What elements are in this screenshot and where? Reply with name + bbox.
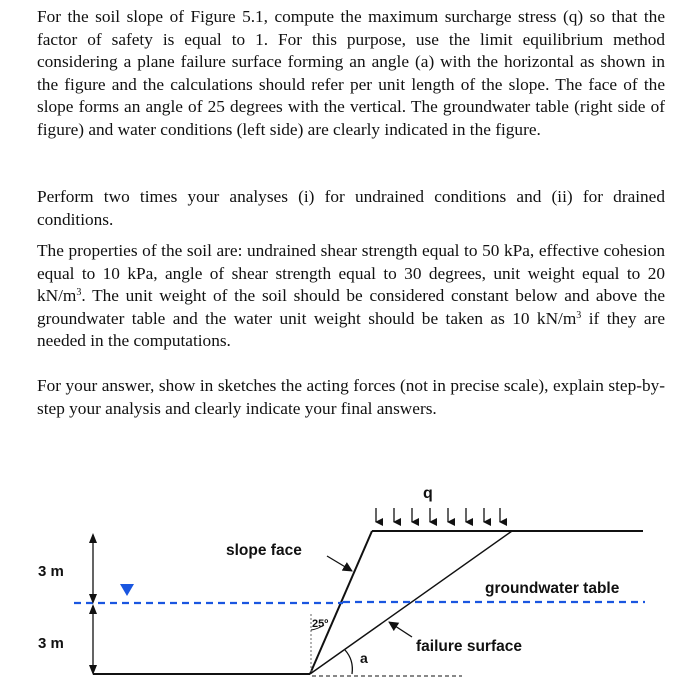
dimension-label-top: 3 m [38, 563, 64, 580]
computation-note-text: if they are needed in the computations. [37, 308, 665, 351]
dimension-label-bottom: 3 m [38, 635, 64, 652]
slope-face-pointer [327, 556, 352, 571]
superscript-cubed: 3 [76, 287, 82, 299]
problem-paragraph-1: For the soil slope of Figure 5.1, compute the maximum surcharge stress (q) so that the factor of safety is equal to 1. For this purpose, use the limit equilibrium method considering a plane failure surface forming an angle (a) with the horizontal as shown in the figure and the calculations should refer per unit length of the slope. The face of the slope forms an angle of 25 degrees with the vertical. The groundwater table (right side of figure) and water conditions (left side) are clearly indicated in the figure. [37, 7, 665, 139]
unit-weight-text: . The unit weight of the soil should be considered constant below and above the groundwater table and the water unit weight should be taken as 10 kN/m [37, 286, 665, 328]
failure-surface-label: failure surface [416, 638, 522, 655]
superscript-cubed-2: 3 [576, 309, 582, 321]
angle-25-label: 25º [312, 618, 329, 630]
failure-surface-pointer [389, 622, 412, 637]
problem-paragraph-2: Perform two times your analyses (i) for undrained conditions and (ii) for drained conditions. [37, 187, 665, 229]
angle-a-label: a [360, 650, 368, 666]
surcharge-label-q: q [423, 485, 433, 502]
slope-figure [0, 466, 700, 683]
angle-a-arc [345, 650, 352, 674]
dimension-arrow-top-up [89, 533, 97, 543]
dimension-arrow-bottom-up [89, 604, 97, 614]
water-level-triangle-icon [120, 584, 134, 596]
problem-paragraph-3 [37, 240, 665, 353]
groundwater-table-label: groundwater table [485, 580, 620, 597]
soil-properties-text: The properties of the soil are: undrained shear strength equal to 50 kPa, effective cohesion equal to 10 kPa, angle of shear strength equal to 30 degrees, unit weight equal to 20 kN/m [37, 241, 665, 306]
slope-face-label: slope face [226, 542, 302, 559]
problem-paragraph-4: For your answer, show in sketches the acting forces (not in precise scale), explain step-by-step your analysis and clearly indicate your final answers. [37, 376, 665, 418]
surcharge-arrows [376, 508, 500, 522]
